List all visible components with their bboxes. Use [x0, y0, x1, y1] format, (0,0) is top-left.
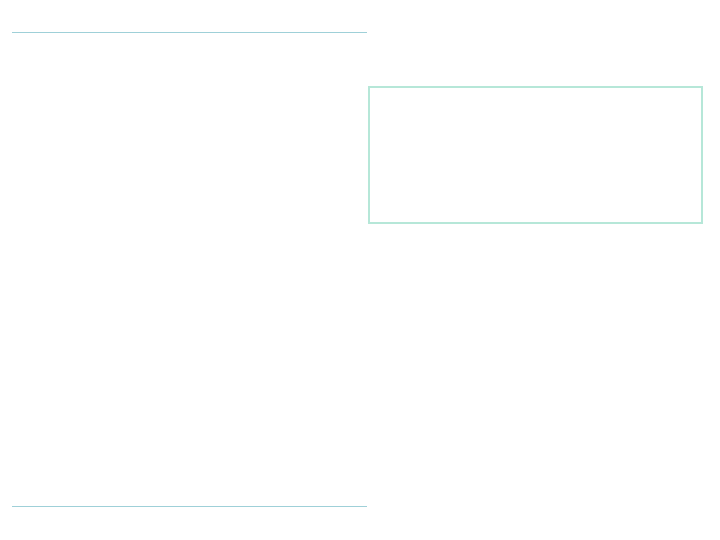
bottom-rule: [12, 506, 367, 507]
top-rule: [12, 32, 367, 33]
note-box: [368, 86, 703, 224]
